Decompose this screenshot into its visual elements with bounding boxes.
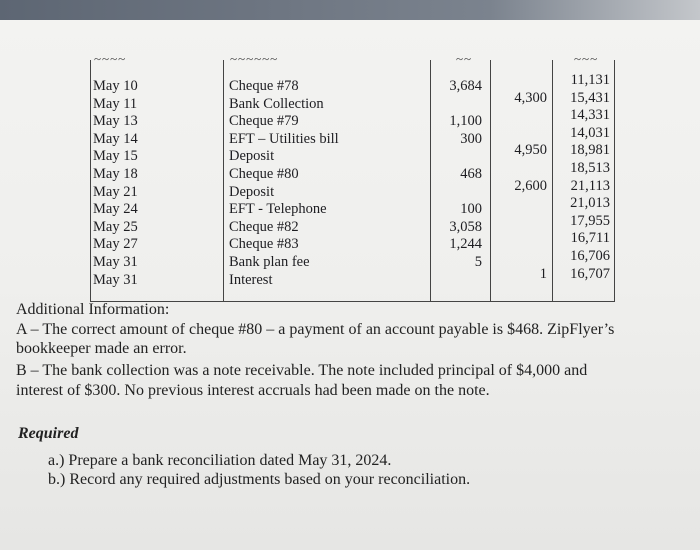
deposit-cell: 2,600: [514, 177, 547, 194]
column-divider: [430, 60, 431, 302]
description-cell: EFT – Utilities bill: [229, 130, 339, 147]
column-divider: [490, 60, 491, 302]
date-cell: May 14: [93, 130, 138, 147]
table-border-right: [614, 60, 615, 302]
balance-cell: 18,981: [570, 142, 610, 159]
note-b-line2: interest of $300. No previous interest accruals had been made on the note.: [16, 382, 490, 399]
balance-cell: 17,955: [570, 212, 610, 229]
required-item-a: a.) Prepare a bank reconciliation dated May 31, 2024.: [48, 452, 392, 469]
date-cell: May 31: [93, 271, 138, 288]
column-divider: [552, 60, 553, 302]
date-cell: May 27: [93, 236, 138, 253]
balance-cell: 15,431: [570, 89, 610, 106]
cropped-row-fragment: ~~: [456, 51, 473, 61]
description-cell: Deposit: [229, 148, 275, 165]
deposit-cell: 1: [539, 265, 547, 282]
date-cell: May 21: [93, 183, 138, 200]
deposit-cell: 4,950: [514, 142, 547, 159]
description-cell: Deposit: [229, 183, 275, 200]
withdrawal-cell: 300: [460, 130, 482, 147]
table-border-left: [90, 60, 91, 302]
description-cell: EFT - Telephone: [229, 201, 327, 218]
date-cell: May 13: [93, 113, 138, 130]
note-a-line2: bookkeeper made an error.: [16, 340, 187, 357]
balance-cell: 16,707: [570, 265, 610, 282]
note-a-line1: A – The correct amount of cheque #80 – a payment of an account payable is $468. ZipFlyer’s: [16, 321, 615, 338]
required-heading: Required: [18, 425, 79, 442]
description-cell: Cheque #79: [229, 113, 299, 130]
date-cell: May 24: [93, 201, 138, 218]
withdrawal-cell: 1,100: [449, 113, 482, 130]
top-bar: [0, 0, 700, 20]
date-cell: May 15: [93, 148, 138, 165]
withdrawal-cell: 5: [474, 254, 482, 270]
balance-cell: 14,031: [570, 124, 610, 141]
description-cell: Cheque #80: [229, 166, 299, 182]
withdrawal-cell: 1,244: [449, 236, 482, 253]
required-item-b: b.) Record any required adjustments based on your reconciliation.: [48, 471, 471, 488]
deposit-cell: 4,300: [514, 89, 547, 106]
balance-cell: 11,131: [570, 72, 610, 88]
withdrawal-cell: 3,058: [449, 218, 482, 235]
balance-cell: 16,706: [570, 248, 610, 264]
description-cell: Cheque #82: [229, 218, 299, 235]
note-b-line1: B – The bank collection was a note receivable. The note included principal of $4,000 and: [16, 362, 588, 379]
withdrawal-cell: 100: [460, 201, 482, 218]
balance-cell: 14,331: [570, 107, 610, 124]
description-cell: Cheque #83: [229, 236, 299, 253]
date-cell: May 31: [93, 254, 138, 270]
withdrawal-cell: 468: [460, 166, 482, 182]
bank-statement-table: [90, 51, 615, 302]
withdrawal-cell: 3,684: [449, 78, 482, 94]
date-cell: May 18: [93, 166, 138, 182]
balance-cell: 18,513: [570, 160, 610, 176]
description-cell: Cheque #78: [229, 78, 299, 94]
balance-cell: 21,013: [570, 195, 610, 212]
cropped-row-fragment: ~~~~~~: [230, 51, 279, 61]
balance-cell: 21,113: [570, 177, 610, 194]
date-cell: May 11: [93, 95, 138, 112]
description-cell: Interest: [229, 271, 273, 288]
description-cell: Bank plan fee: [229, 254, 310, 270]
cropped-row-fragment: ~~~~: [94, 51, 127, 61]
balance-cell: 16,711: [570, 230, 610, 247]
cropped-row-fragment: ~~~: [574, 51, 599, 61]
date-cell: May 25: [93, 218, 138, 235]
description-cell: Bank Collection: [229, 95, 324, 112]
column-divider: [223, 60, 224, 302]
additional-info-heading: Additional Information:: [16, 301, 170, 318]
date-cell: May 10: [93, 78, 138, 94]
